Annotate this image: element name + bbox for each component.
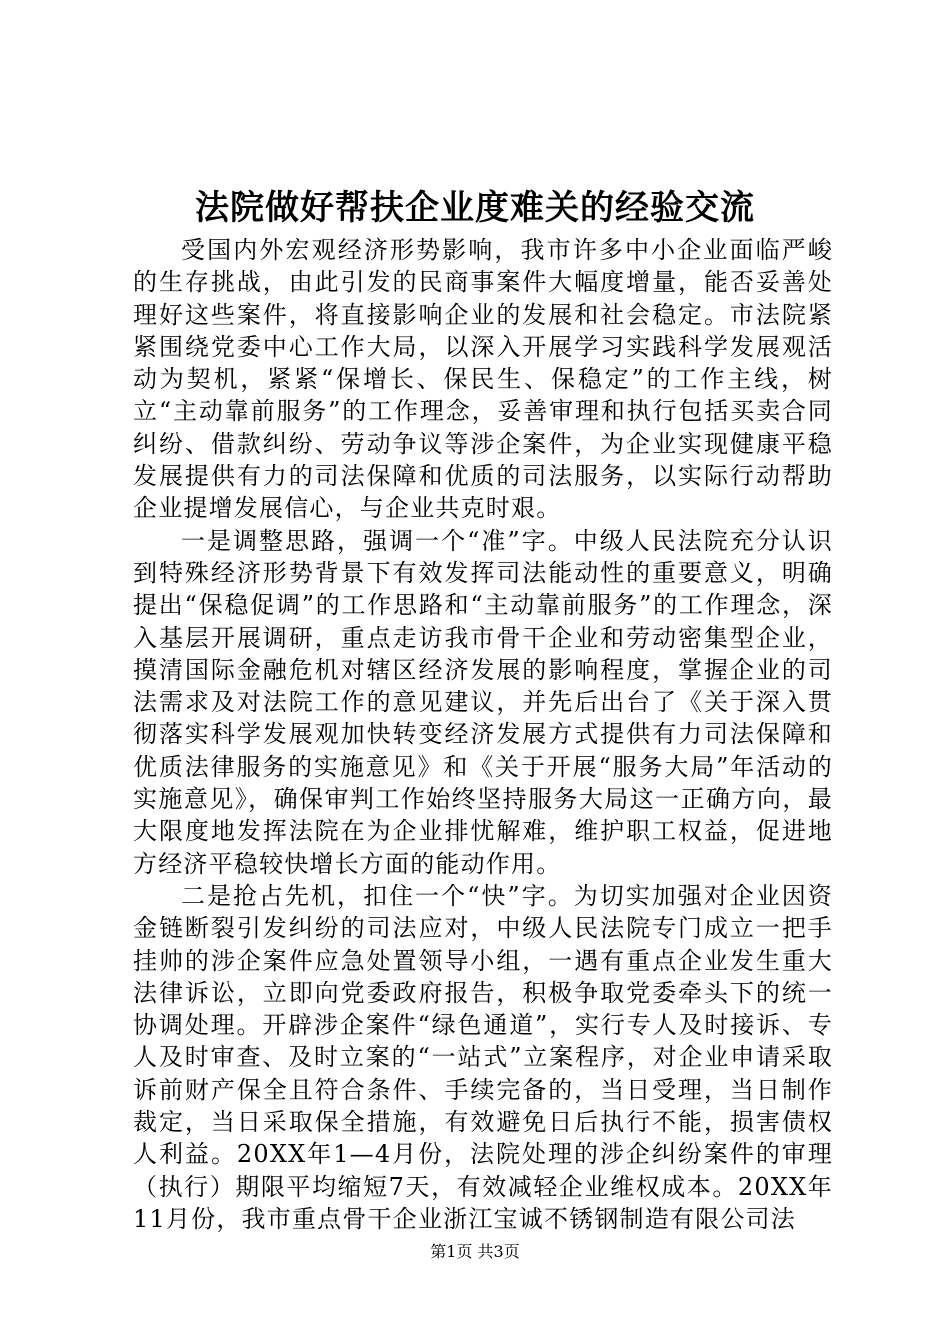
document-body [133,234,833,1235]
paragraph-point-two: 二是抢占先机，扣住一个“快”字。为切实加强对企业因资金链断裂引发纠纷的司法应对，中级人民法院专门成立一把手挂帅的涉企案件应急处置领导小组，一遇有重点企业发生重大法律诉讼，立即向党委政府报告，积极争取党委牵头下的统一协调处理。开辟涉企案件“绿色通道”，实行专人及时接诉、专人及时审查、及时立案的“一站式”立案程序，对企业申请采取诉前财产保全且符合条件、手续完备的，当日受理，当日制作裁定，当日采取保全措施，有效避免日后执行不能，损害债权人利益。20XX年1—4月份，法院处理的涉企纠纷案件的审理（执行）期限平均缩短7天，有效减轻企业维权成本。20XX年11月份，我市重点骨干企业浙江宝诚不锈钢制造有限公司法 [133,881,833,1233]
paragraph-point-one: 一是调整思路，强调一个“准”字。中级人民法院充分认识到特殊经济形势背景下有效发挥司法能动性的重要意义，明确提出“保稳促调”的工作思路和“主动靠前服务”的工作理念，深入基层开展调研，重点走访我市骨干企业和劳动密集型企业，摸清国际金融危机对辖区经济发展的影响程度，掌握企业的司法需求及对法院工作的意见建议，并先后出台了《关于深入贯彻落实科学发展观加快转变经济发展方式提供有力司法保障和优质法律服务的实施意见》和《关于开展“服务大局”年活动的实施意见》，确保审判工作始终坚持服务大局这一正确方向，最大限度地发挥法院在为企业排忧解难，维护职工权益，促进地方经济平稳较快增长方面的能动作用。 [133,526,833,878]
document-title: 法院做好帮扶企业度难关的经验交流 [195,188,755,228]
page-number-footer: 第1页 共3页 [430,1242,520,1261]
paragraph-intro: 受国内外宏观经济形势影响，我市许多中小企业面临严峻的生存挑战，由此引发的民商事案件大幅度增量，能否妥善处理好这些案件，将直接影响企业的发展和社会稳定。市法院紧紧围绕党委中心工作大局，以深入开展学习实践科学发展观活动为契机，紧紧“保增长、保民生、保稳定”的工作主线，树立“主动靠前服务”的工作理念，妥善审理和执行包括买卖合同纠纷、借款纠纷、劳动争议等涉企案件，为企业实现健康平稳发展提供有力的司法保障和优质的司法服务，以实际行动帮助企业提增发展信心，与企业共克时艰。 [133,236,833,523]
